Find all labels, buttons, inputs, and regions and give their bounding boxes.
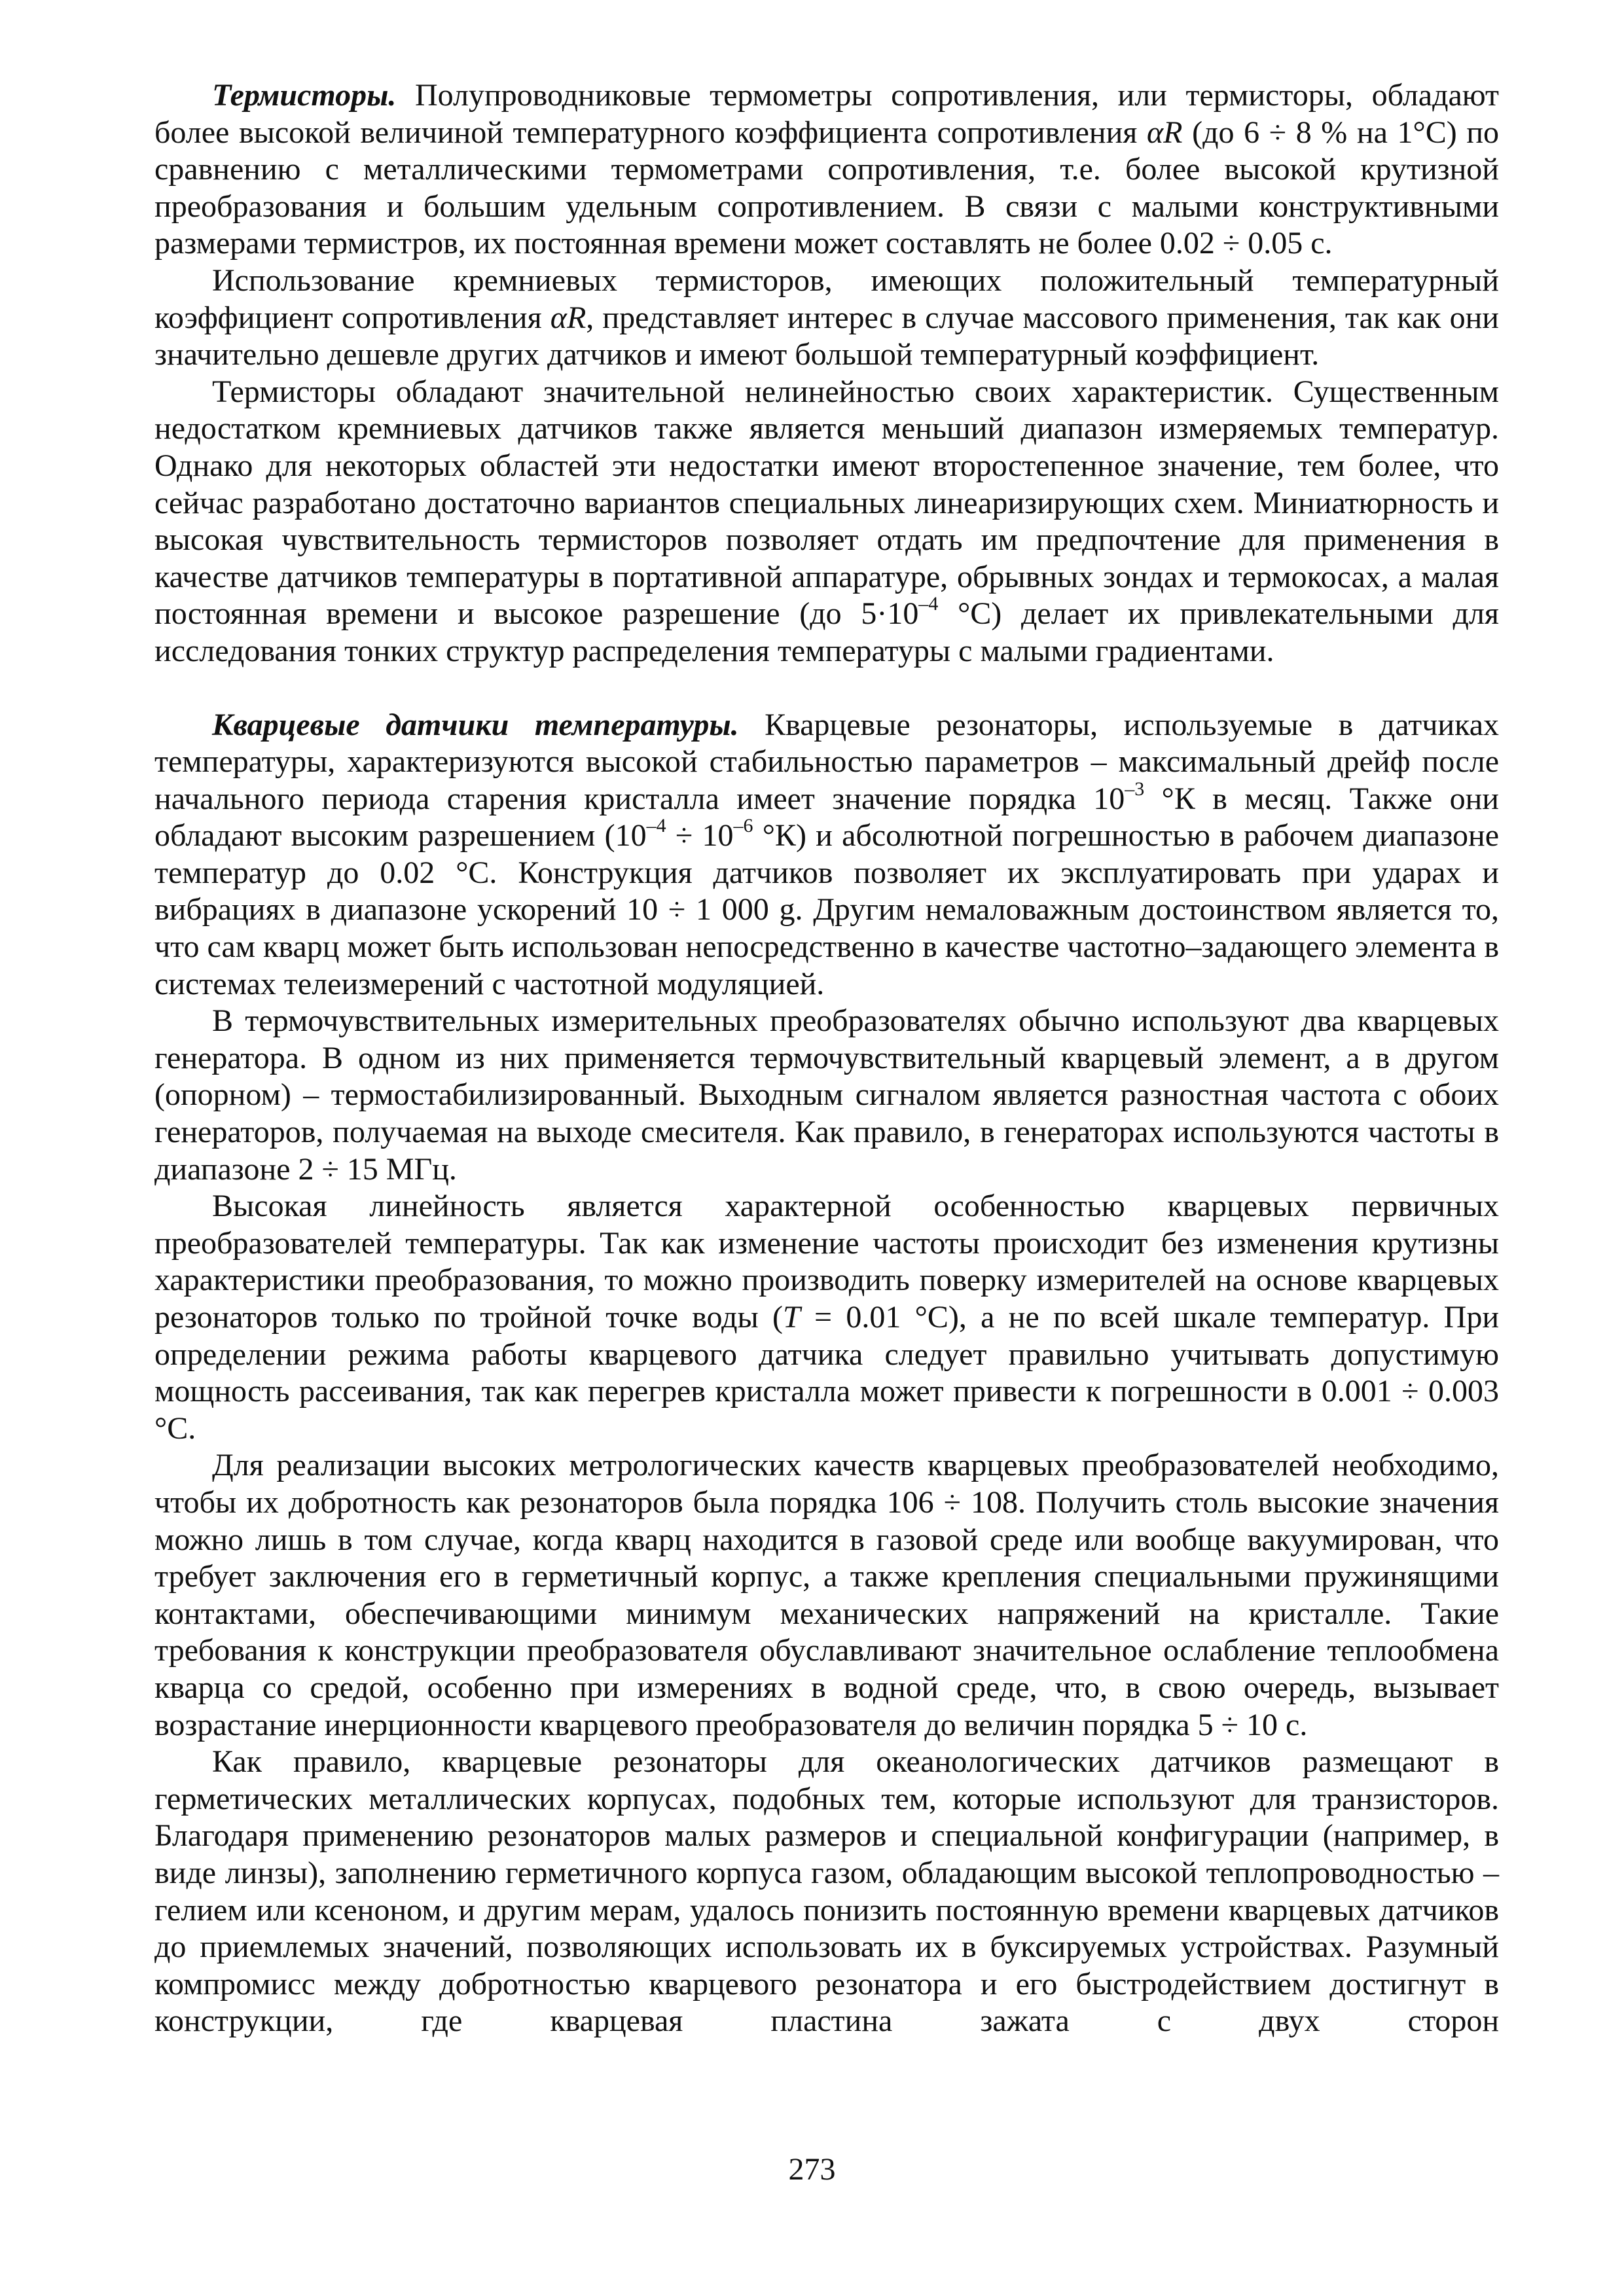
temperature-symbol: T [783,1300,801,1335]
exponent: –6 [733,815,753,837]
quartz-paragraph-4: Для реализации высоких метрологических качеств кварцевых преобразователей необходимо, чтобы их добротность как резонаторов была порядка 106 ÷ 108. Получить столь высокие значения можно лишь в том случае, когда кварц находится в газовой среде или вообще вакуумирован, что требует заключения его в герметичный корпус, а также крепления специальными пружинящими контактами, обеспечивающими минимум механических напряжений на кристалле. Такие требования к конструкции преобразователя обуславливают значительное ослабление теплообмена кварца со средой, особенно при измерениях в водной среде, что, в свою очередь, вызывает возрастание инерционности кварцевого преобразователя до величин порядка 5 ÷ 10 с. [154,1448,1499,1742]
text-run: Кварцевые резонаторы, используемые в датчиках температуры, характеризуются высокой стабильностью параметров – максимальный дрейф после начального периода старения кристалла имеет значение порядка 10 [154,707,1499,816]
text-run: °К в месяц. Также они обладают высоким разрешением (10 [154,781,1499,853]
text-run: Высокая линейность является характерной особенностью кварцевых первичных преобразователей температуры. Так как изменение частоты происходит без изменения крутизны характеристики преобразования, то можно производить поверку измерителей на основе кварцевых резонаторов только по тройной точке воды ( [154,1189,1499,1335]
text-run: °К) и абсолютной погрешностью в рабочем диапазоне температур до 0.02 °С. Конструкция датчиков позволяет их эксплуатировать при ударах и вибрациях в диапазоне ускорений 10 ÷ 1 000 g. Другим немаловажным достоинством является то, что сам кварц может быть использован непосредственно в качестве частотно–задающего элемента в системах телеизмерений с частотной модуляцией. [154,818,1500,1001]
quartz-heading: Кварцевые датчики температуры. [212,707,739,742]
text-run: Полупроводниковые термометры сопротивления, или термисторы, обладают более высокой величиной температурного коэффициента сопротивления [154,78,1499,150]
text-run: °С) делает их привлекательными для исследования тонких структур распределения температуры с малыми градиентами. [154,596,1500,668]
page-number: 273 [788,2152,836,2187]
thermistors-paragraph-3 [154,374,1499,670]
quartz-paragraph-5: Как правило, кварцевые резонаторы для океанологических датчиков размещают в герметических металлических корпусах, подобных тем, которые используют для транзисторов. Благодаря применению резонаторов малых размеров и специальной конфигурации (например, в виде линзы), заполнению герметичного корпуса газом, обладающим высокой теплопроводностью – гелием или ксеноном, и другим мерам, удалось понизить постоянную времени кварцевых датчиков до приемлемых значений, позволяющих использовать их в буксируемых устройствах. Разумный компромисс между добротностью кварцевого резонатора и его быстродействием достигнут в конструкции, где кварцевая пластина зажата с двух сторон [154,1744,1499,2039]
text-run: , представляет интерес в случае массового применения, так как они значительно дешевле других датчиков и имеют большой температурный коэффициент. [154,300,1499,372]
text-run: Использование кремниевых термисторов, имеющих положительный температурный коэффициент сопротивления [154,262,1499,335]
exponent: –4 [646,815,666,837]
section-spacer [154,670,1499,707]
text-run: Термисторы обладают значительной нелинейностью своих характеристик. Существенным недостатком кремниевых датчиков также является меньший диапазон измеряемых температур. Однако для некоторых областей эти недостатки имеют второстепенное значение, тем более, что сейчас разработано достаточно вариантов специальных линеаризирующих схем. Миниатюрность и высокая чувствительность термисторов позволяет отдать им предпочтение для применения в качестве датчиков температуры в портативной аппаратуре, обрывных зондах и термокосах, а малая постоянная времени и высокое разрешение (до 5·10 [154,374,1499,632]
quartz-paragraph-3 [154,1188,1499,1447]
text-run: ÷ 10 [666,818,734,853]
text-run: (до 6 ÷ 8 % на 1°С) по сравнению с металлическими термометрами сопротивления, т.е. более высокой крутизной преобразования и большим удельным сопротивлением. В связи с малыми конструктивными размерами термистров, их постоянная времени может составлять не более 0.02 ÷ 0.05 с. [154,115,1500,261]
alpha-r-symbol: αR [550,300,586,335]
alpha-r-symbol: αR [1146,115,1183,150]
exponent: –4 [918,593,939,615]
exponent: –3 [1125,778,1145,800]
thermistors-heading: Термисторы. [212,78,397,113]
text-run: = 0.01 °С), а не по всей шкале температур. При определении режима работы кварцевого датчика следует правильно учитывать допустимую мощность рассеивания, так как перегрев кристалла может привести к погрешности в 0.001 ÷ 0.003 °С. [154,1300,1500,1446]
document-page [154,77,1499,2040]
quartz-paragraph-1 [154,707,1499,1003]
quartz-paragraph-2: В термочувствительных измерительных преобразователях обычно используют два кварцевых генератора. В одном из них применяется термочувствительный кварцевый элемент, а в другом (опорном) – термостабилизированный. Выходным сигналом является разностная частота с обоих генераторов, получаемая на выходе смесителя. Как правило, в генераторах используются частоты в диапазоне 2 ÷ 15 МГц. [154,1003,1499,1187]
thermistors-paragraph-1 [154,77,1499,262]
thermistors-paragraph-2 [154,262,1499,374]
